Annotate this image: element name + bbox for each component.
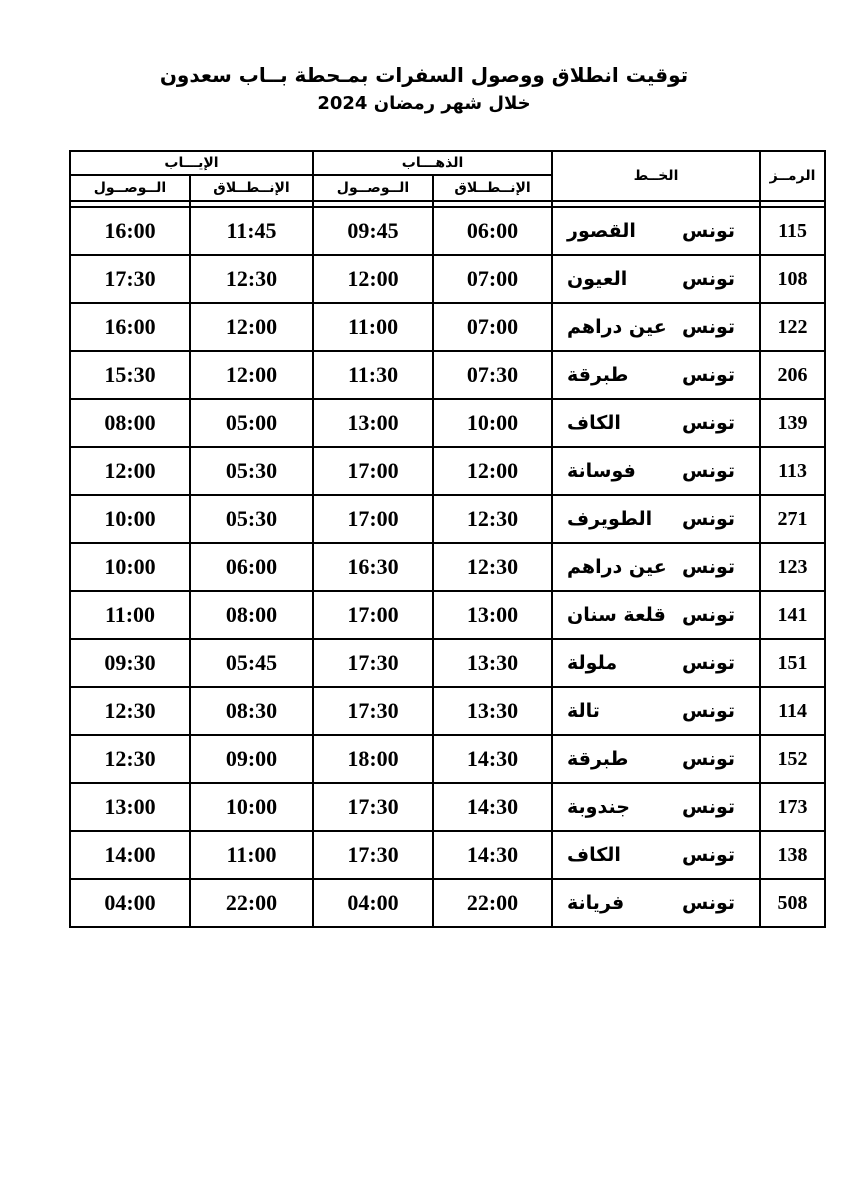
going-departure-cell: 13:00 (433, 591, 552, 639)
going-departure-cell: 07:00 (433, 255, 552, 303)
line-cell (552, 639, 760, 687)
going-arrival-cell: 09:45 (313, 207, 433, 255)
line-origin: تونس (681, 892, 736, 914)
going-arrival-cell: 17:00 (313, 591, 433, 639)
table-body (70, 201, 825, 927)
line-route (553, 412, 759, 434)
line-cell (552, 495, 760, 543)
line-destination: جندوبة (567, 796, 630, 818)
line-cell (552, 543, 760, 591)
line-origin: تونس (681, 556, 736, 578)
line-route (553, 796, 759, 818)
return-arrival-cell: 16:00 (70, 303, 190, 351)
line-destination: ملولة (567, 652, 618, 674)
table-row (70, 495, 825, 543)
going-arrival-cell: 16:30 (313, 543, 433, 591)
header-going-arrival: الــوصــول (313, 175, 433, 201)
return-arrival-cell: 15:30 (70, 351, 190, 399)
line-cell (552, 207, 760, 255)
return-arrival-cell: 11:00 (70, 591, 190, 639)
route-code-cell: 115 (760, 207, 825, 255)
return-departure-cell: 05:45 (190, 639, 313, 687)
line-destination: فوسانة (567, 460, 636, 482)
table-row (70, 447, 825, 495)
return-arrival-cell: 14:00 (70, 831, 190, 879)
return-departure-cell: 05:00 (190, 399, 313, 447)
route-code-cell: 122 (760, 303, 825, 351)
line-route (553, 220, 759, 242)
going-arrival-cell: 17:30 (313, 687, 433, 735)
going-departure-cell: 07:30 (433, 351, 552, 399)
going-arrival-cell: 13:00 (313, 399, 433, 447)
header-line: الخــط (552, 151, 760, 201)
route-code-cell: 173 (760, 783, 825, 831)
line-destination: طبرقة (567, 748, 629, 770)
line-origin: تونس (681, 844, 736, 866)
route-code-cell: 113 (760, 447, 825, 495)
going-departure-cell: 13:30 (433, 639, 552, 687)
going-departure-cell: 10:00 (433, 399, 552, 447)
going-departure-cell: 12:30 (433, 495, 552, 543)
table-row (70, 255, 825, 303)
line-destination: عين دراهم (567, 556, 667, 578)
line-destination: طبرقة (567, 364, 629, 386)
header-return-arrival: الــوصــول (70, 175, 190, 201)
line-destination: الطويرف (567, 508, 653, 530)
line-route (553, 556, 759, 578)
table-row (70, 351, 825, 399)
return-arrival-cell: 16:00 (70, 207, 190, 255)
table-row (70, 831, 825, 879)
header-return-departure: الإنــطــلاق (190, 175, 313, 201)
line-route (553, 364, 759, 386)
return-departure-cell: 09:00 (190, 735, 313, 783)
route-code-cell: 151 (760, 639, 825, 687)
line-origin: تونس (681, 604, 736, 626)
line-destination: عين دراهم (567, 316, 667, 338)
return-arrival-cell: 12:30 (70, 735, 190, 783)
return-departure-cell: 05:30 (190, 495, 313, 543)
table-row (70, 207, 825, 255)
line-route (553, 892, 759, 914)
schedule-table-container (69, 150, 824, 928)
line-destination: الكاف (567, 844, 621, 866)
table-row (70, 687, 825, 735)
going-arrival-cell: 17:00 (313, 495, 433, 543)
return-arrival-cell: 04:00 (70, 879, 190, 927)
return-arrival-cell: 09:30 (70, 639, 190, 687)
line-destination: قلعة سنان (567, 604, 666, 626)
return-departure-cell: 11:00 (190, 831, 313, 879)
return-departure-cell: 12:00 (190, 303, 313, 351)
schedule-table (69, 150, 826, 928)
page-subtitle: خلال شهر رمضان 2024 (317, 93, 531, 114)
going-arrival-cell: 17:30 (313, 831, 433, 879)
return-departure-cell: 10:00 (190, 783, 313, 831)
line-route (553, 460, 759, 482)
going-arrival-cell: 11:00 (313, 303, 433, 351)
table-row (70, 639, 825, 687)
return-departure-cell: 08:00 (190, 591, 313, 639)
going-departure-cell: 14:30 (433, 831, 552, 879)
return-departure-cell: 22:00 (190, 879, 313, 927)
return-departure-cell: 11:45 (190, 207, 313, 255)
going-departure-cell: 12:00 (433, 447, 552, 495)
line-origin: تونس (681, 412, 736, 434)
line-route (553, 700, 759, 722)
line-destination: تالة (567, 700, 600, 722)
line-destination: الكاف (567, 412, 621, 434)
route-code-cell: 139 (760, 399, 825, 447)
table-row (70, 399, 825, 447)
line-origin: تونس (681, 460, 736, 482)
route-code-cell: 138 (760, 831, 825, 879)
route-code-cell: 271 (760, 495, 825, 543)
table-row (70, 783, 825, 831)
line-cell (552, 687, 760, 735)
header-going-departure: الإنــطــلاق (433, 175, 552, 201)
line-destination: فريانة (567, 892, 625, 914)
return-arrival-cell: 08:00 (70, 399, 190, 447)
line-cell (552, 351, 760, 399)
return-arrival-cell: 10:00 (70, 495, 190, 543)
going-arrival-cell: 18:00 (313, 735, 433, 783)
return-arrival-cell: 12:00 (70, 447, 190, 495)
going-arrival-cell: 17:30 (313, 783, 433, 831)
return-departure-cell: 08:30 (190, 687, 313, 735)
route-code-cell: 108 (760, 255, 825, 303)
header-going: الذهـــاب (313, 151, 552, 175)
table-header (70, 151, 825, 201)
table-row (70, 879, 825, 927)
route-code-cell: 123 (760, 543, 825, 591)
route-code-cell: 141 (760, 591, 825, 639)
going-arrival-cell: 04:00 (313, 879, 433, 927)
line-route (553, 748, 759, 770)
line-origin: تونس (681, 268, 736, 290)
return-arrival-cell: 12:30 (70, 687, 190, 735)
line-cell (552, 447, 760, 495)
going-departure-cell: 13:30 (433, 687, 552, 735)
line-destination: العيون (567, 268, 628, 290)
line-origin: تونس (681, 508, 736, 530)
route-code-cell: 152 (760, 735, 825, 783)
table-row (70, 591, 825, 639)
line-cell (552, 879, 760, 927)
line-cell (552, 783, 760, 831)
going-departure-cell: 06:00 (433, 207, 552, 255)
going-departure-cell: 12:30 (433, 543, 552, 591)
line-origin: تونس (681, 748, 736, 770)
line-cell (552, 591, 760, 639)
going-arrival-cell: 17:30 (313, 639, 433, 687)
line-origin: تونس (681, 220, 736, 242)
return-arrival-cell: 10:00 (70, 543, 190, 591)
table-row (70, 735, 825, 783)
header-return: الإيـــاب (70, 151, 313, 175)
line-route (553, 604, 759, 626)
line-cell (552, 303, 760, 351)
line-origin: تونس (681, 316, 736, 338)
line-destination: القصور (567, 220, 636, 242)
return-departure-cell: 06:00 (190, 543, 313, 591)
table-row (70, 303, 825, 351)
line-route (553, 316, 759, 338)
line-origin: تونس (681, 364, 736, 386)
route-code-cell: 206 (760, 351, 825, 399)
going-departure-cell: 14:30 (433, 783, 552, 831)
line-route (553, 268, 759, 290)
page-title: توقيت انطلاق ووصول السفرات بمـحطة بــاب سعدون (159, 63, 689, 87)
line-origin: تونس (681, 796, 736, 818)
header-code: الرمــز (760, 151, 825, 201)
return-arrival-cell: 17:30 (70, 255, 190, 303)
line-origin: تونس (681, 652, 736, 674)
return-arrival-cell: 13:00 (70, 783, 190, 831)
return-departure-cell: 12:30 (190, 255, 313, 303)
line-cell (552, 399, 760, 447)
route-code-cell: 508 (760, 879, 825, 927)
line-route (553, 652, 759, 674)
line-cell (552, 735, 760, 783)
line-route (553, 508, 759, 530)
table-row (70, 543, 825, 591)
return-departure-cell: 12:00 (190, 351, 313, 399)
route-code-cell: 114 (760, 687, 825, 735)
line-cell (552, 255, 760, 303)
line-route (553, 844, 759, 866)
going-departure-cell: 14:30 (433, 735, 552, 783)
line-cell (552, 831, 760, 879)
line-origin: تونس (681, 700, 736, 722)
going-arrival-cell: 17:00 (313, 447, 433, 495)
going-departure-cell: 22:00 (433, 879, 552, 927)
going-departure-cell: 07:00 (433, 303, 552, 351)
going-arrival-cell: 12:00 (313, 255, 433, 303)
return-departure-cell: 05:30 (190, 447, 313, 495)
going-arrival-cell: 11:30 (313, 351, 433, 399)
